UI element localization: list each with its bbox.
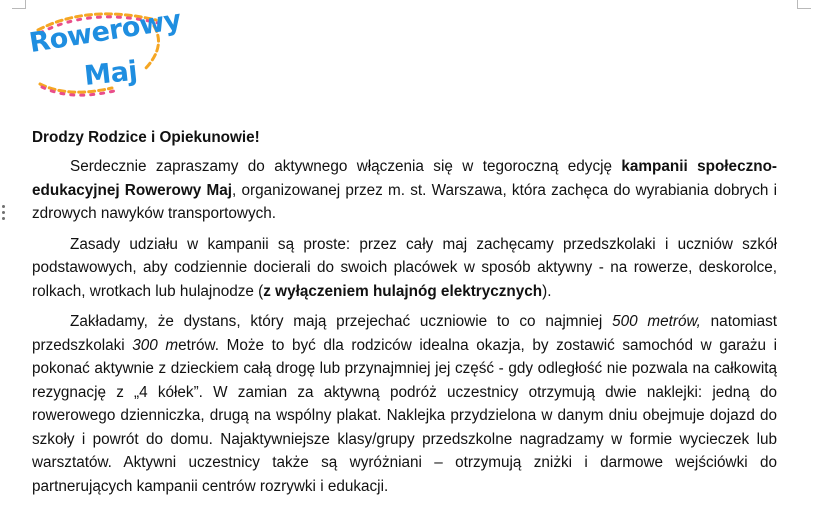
- crop-mark-top-left: [25, 0, 26, 8]
- paragraph-2-text-a: Zasady udziału w kampanii są proste: przez cały maj zachęcamy przedszkolaki i uczniów szkół podstawowych, aby codziennie docierali do swoich placówek w sposób aktywny - na rowerze, deskorolce, rolkach, wrotkach lub hulajnodze (: [32, 235, 777, 300]
- crop-mark-top-left-horizontal: [12, 8, 26, 9]
- letter-greeting: Drodzy Rodzice i Opiekunowie!: [32, 129, 260, 146]
- paragraph-3: [32, 310, 777, 498]
- paragraph-2-text-b: ).: [542, 282, 552, 300]
- logo-line-2: Maj: [82, 55, 139, 92]
- paragraph-3-text-b: natomiast przedszkolaki: [32, 313, 777, 354]
- paragraph-handle-icon[interactable]: [2, 205, 6, 221]
- paragraph-1-text-a: Serdecznie zapraszamy do aktywnego włączenia się w tegoroczną edycję: [70, 158, 622, 175]
- distance-pupils-italic: 500 metrów,: [612, 313, 701, 330]
- paragraph-3-text-a: Zakładamy, że dystans, który mają przejechać uczniowie to co najmniej: [70, 313, 613, 330]
- crop-mark-top-right-horizontal: [797, 8, 811, 9]
- logo-line-1: Rowerowy: [27, 4, 184, 59]
- paragraph-1-text-b: , organizowanej przez m. st. Warszawa, która zachęca do wyrabiania dobrych i zdrowych nawyków transportowych.: [32, 181, 777, 222]
- distance-preschool-italic: 300 m: [132, 336, 179, 354]
- paragraph-2: [32, 233, 777, 304]
- letter-body: [32, 128, 777, 505]
- paragraph-3-text-c: etrów. Może to być dla rodziców idealna okazja, by zostawić samochód w garażu i pokonać aktywnie z dzieckiem całą drogę lub przynajmniej jej część - gdy odległość nie pozwala na całkowitą rezygnację z „4 kółek”. W zamian za aktywną podróż uczestnicy otrzymują dwie naklejki: jedną do rowerowego dzienniczka, drugą na wspólny plakat. Naklejka przydzielona w danym dniu obejmuje dojazd do szkoły i powrót do domu. Najaktywniejsze klasy/grupy przedszkolne nagradzamy w formie wycieczek lub warsztatów. Aktywni uczestnicy także są wyróżniani – otrzymują zniżki i darmowe wejściówki do partnerujących kampanii centrów rozrywki i edukacji.: [32, 336, 777, 495]
- campaign-name-bold: kampanii społeczno-edukacyjnej Rowerowy Maj: [32, 158, 778, 199]
- crop-mark-top-right: [797, 0, 798, 8]
- rowerowy-maj-logo: [27, 4, 184, 102]
- paragraph-1: [32, 155, 777, 226]
- exclusion-bold: z wyłączeniem hulajnóg elektrycznych: [263, 282, 543, 300]
